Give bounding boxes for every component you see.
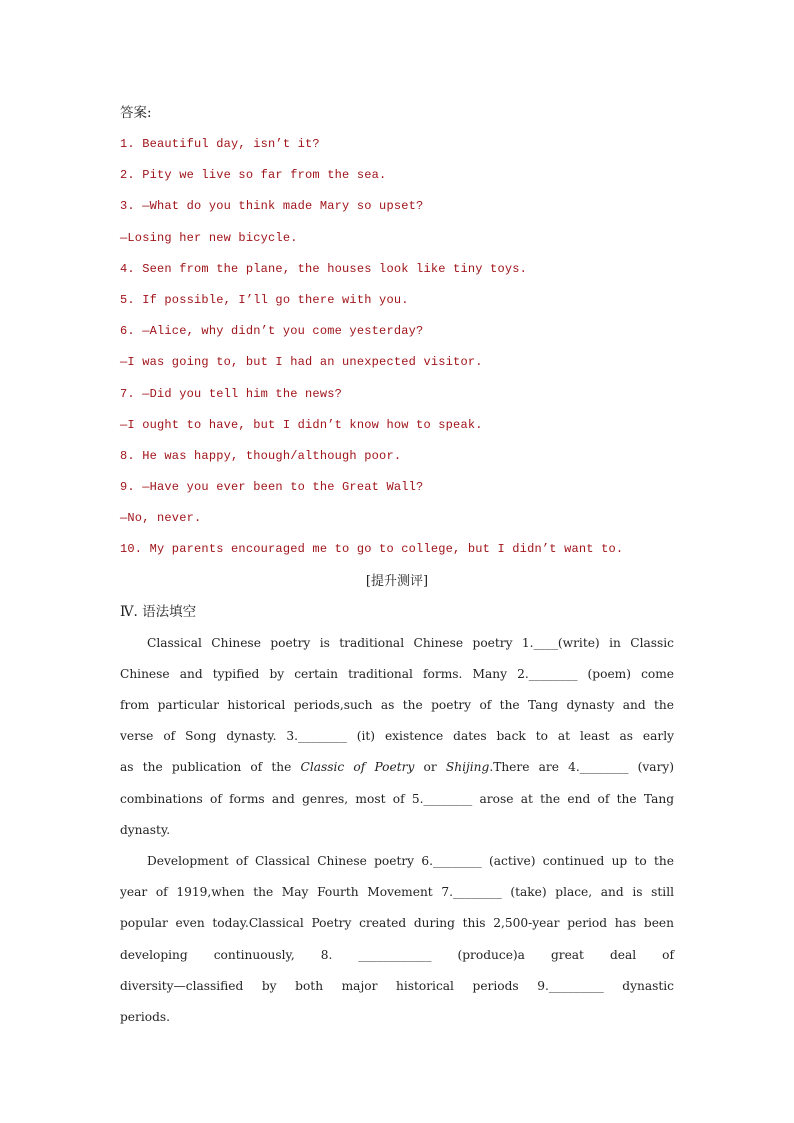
passage-line: Development of Classical Chinese poetry 6.________ (active) continued up to the	[147, 853, 674, 868]
answers-list	[120, 129, 674, 566]
passage-line: dynasty.	[120, 822, 171, 837]
answers-heading: 答案:	[120, 105, 152, 121]
passage-line: combinations of forms and genres, most of 5.________ arose at the end of the Tang	[120, 791, 674, 806]
answer-line: 8. He was happy, though/although poor.	[120, 448, 402, 463]
answer-line: 5. If possible, I’ll go there with you.	[120, 292, 409, 307]
passage-paragraph-2	[120, 846, 674, 1033]
answer-line: 6. —Alice, why didn’t you come yesterday?	[120, 324, 424, 339]
answer-line: 1. Beautiful day, isn’t it?	[120, 137, 320, 151]
answer-line: 7. —Did you tell him the news?	[120, 386, 343, 401]
answer-line: 4. Seen from the plane, the houses look like tiny toys.	[120, 261, 528, 276]
passage-line: Classical Chinese poetry is traditional Chinese poetry 1.____(write) in Classic	[147, 635, 674, 650]
title-classic-of-poetry: Classic of Poetry	[300, 760, 415, 775]
answer-line: —Losing her new bicycle.	[120, 230, 298, 245]
passage-paragraph-1	[120, 628, 674, 846]
passage-line: year of 1919,when the May Fourth Movement 7.________ (take) place, and is still	[120, 885, 674, 900]
passage-line: verse of Song dynasty. 3.________ (it) existence dates back to at least as early	[120, 729, 674, 744]
section-title: Ⅳ. 语法填空	[120, 603, 197, 620]
answer-line: 2. Pity we live so far from the sea.	[120, 168, 387, 183]
answer-line: 9. —Have you ever been to the Great Wall?	[120, 480, 424, 495]
passage-text: .There are 4.________ (vary)	[489, 760, 675, 775]
passage-line	[120, 752, 674, 783]
answer-line: 10. My parents encouraged me to go to college, but I didn’t want to.	[120, 542, 624, 557]
passage-line: diversity—classified by both major historical periods 9._________ dynastic	[120, 978, 674, 993]
document-page	[120, 98, 674, 1033]
answer-line: —I ought to have, but I didn’t know how to speak.	[120, 417, 483, 432]
passage-text: or	[423, 760, 437, 775]
passage-line: popular even today.Classical Poetry created during this 2,500-year period has been	[120, 916, 674, 931]
section-center-label: [提升测评]	[365, 573, 429, 589]
answer-line: 3. —What do you think made Mary so upset?	[120, 199, 424, 214]
passage-line: developing continuously, 8. ____________ (produce)a great deal of	[120, 947, 674, 962]
passage-line: periods.	[120, 1009, 171, 1024]
passage-line: Chinese and typified by certain traditional forms. Many 2.________ (poem) come	[120, 666, 674, 681]
answer-line: —I was going to, but I had an unexpected visitor.	[120, 355, 483, 370]
answer-line: —No, never.	[120, 511, 202, 526]
passage-line: from particular historical periods,such as the poetry of the Tang dynasty and the	[120, 698, 674, 712]
passage-text: as the publication of the	[120, 760, 292, 775]
title-shijing: Shijing	[445, 760, 490, 775]
